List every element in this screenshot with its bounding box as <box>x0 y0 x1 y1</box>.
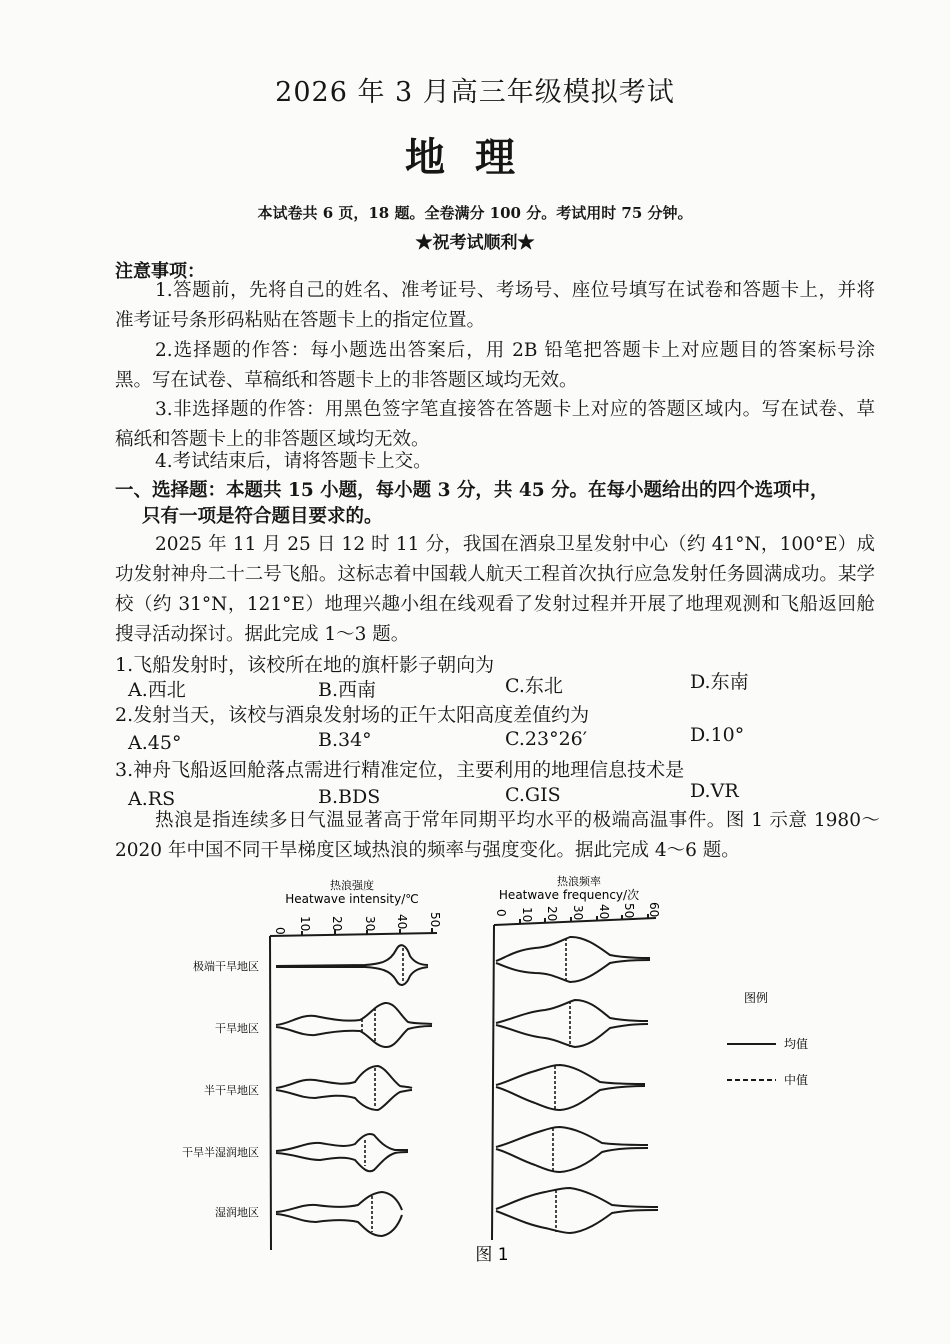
note-item-2: 2.选择题的作答：每小题选出答案后，用 2B 铅笔把答题卡上对应题目的答案标号涂黑。写在试卷、草稿纸和答题卡上的非答题区域均无效。 <box>115 340 875 391</box>
q1-option-b: B.西南 <box>318 679 377 701</box>
right-tick-0: 0 <box>494 909 508 917</box>
left-tick-20: 20 <box>330 916 344 932</box>
region-label-1: 极端干旱地区 <box>193 960 259 973</box>
right-title-cn: 热浪频率 <box>557 875 601 888</box>
q3-option-c: C.GIS <box>505 784 561 806</box>
legend-mean-label: 均值 <box>784 1037 809 1051</box>
region-label-4: 干旱半湿润地区 <box>182 1146 259 1159</box>
legend-median-label: 中值 <box>784 1073 809 1087</box>
region-label-3: 半干旱地区 <box>204 1084 259 1097</box>
passage-1: 2025 年 11 月 25 日 12 时 11 分，我国在酒泉卫星发射中心（约 41°N，100°E）成功发射神舟二十二号飞船。这标志着中国载人航天工程首次执行应急发射任务圆满成功。某学校（约 31°N，121°E）地理兴趣小组在线观看了发射过程并开展了地理观测和飞船返回舱搜寻活动探讨。据此完成 1～3 题。 <box>115 534 875 645</box>
q2-option-b: B.34° <box>318 729 372 751</box>
left-tick-50: 50 <box>428 912 442 928</box>
left-tick-labels <box>273 912 442 935</box>
legend <box>727 990 808 1087</box>
exam-title: 2026 年 3 月高三年级模拟考试 <box>275 77 675 108</box>
right-violin-4 <box>496 1127 648 1172</box>
notes-heading: 注意事项： <box>115 261 205 282</box>
legend-title: 图例 <box>744 991 769 1005</box>
left-tick-10: 10 <box>298 916 312 932</box>
subject-title: 地理 <box>405 134 545 181</box>
q2-option-c: C.23°26′ <box>505 728 588 750</box>
right-violin-1 <box>496 937 650 982</box>
note-item-1: 1.答题前，先将自己的姓名、准考证号、考场号、座位号填写在试卷和答题卡上，并将准考证号条形码粘贴在答题卡上的指定位置。 <box>115 280 875 331</box>
left-violin-2 <box>276 1003 432 1047</box>
left-violin-3 <box>276 1066 412 1110</box>
q3-option-a: A.RS <box>128 788 176 810</box>
region-label-2: 干旱地区 <box>215 1022 259 1035</box>
question-1-stem: 1.飞船发射时，该校所在地的旗杆影子朝向为 <box>115 654 495 676</box>
region-label-5: 湿润地区 <box>215 1206 259 1219</box>
left-violin-1 <box>276 945 428 985</box>
question-2-stem: 2.发射当天，该校与酒泉发射场的正午太阳高度差值约为 <box>115 704 590 726</box>
q2-option-a: A.45° <box>128 732 182 754</box>
right-tick-10: 10 <box>520 907 534 923</box>
left-title-en: Heatwave intensity/℃ <box>285 892 419 906</box>
right-title-en: Heatwave frequency/次 <box>498 888 640 902</box>
section-heading-line1: 一、选择题：本题共 15 小题，每小题 3 分，共 45 分。在每小题给出的四个选项中， <box>115 480 829 501</box>
right-tick-20: 20 <box>545 906 559 922</box>
passage-2: 热浪是指连续多日气温显著高于常年同期平均水平的极端高温事件。图 1 示意 1980～2020 年中国不同干旱梯度区域热浪的频率与强度变化。据此完成 4～6 题。 <box>115 810 880 861</box>
exam-meta: 本试卷共 6 页，18 题。全卷满分 100 分。考试用时 75 分钟。 <box>257 204 693 222</box>
note-item-3: 3.非选择题的作答：用黑色签字笔直接答在答题卡上对应的答题区域内。写在试卷、草稿纸和答题卡上的非答题区域均无效。 <box>115 399 875 450</box>
figure-caption: 图 1 <box>475 1245 509 1265</box>
region-labels <box>182 959 259 1219</box>
right-tick-50: 50 <box>622 903 636 919</box>
q1-option-c: C.东北 <box>505 675 563 697</box>
right-violin-5 <box>496 1188 658 1233</box>
right-tick-60: 60 <box>647 902 661 918</box>
q3-option-b: B.BDS <box>318 786 381 808</box>
q2-option-d: D.10° <box>690 724 745 746</box>
left-violin-5 <box>276 1192 402 1236</box>
left-violin-4 <box>276 1134 408 1171</box>
right-violin-2 <box>496 1000 648 1047</box>
left-tick-30: 30 <box>363 916 377 932</box>
right-tick-30: 30 <box>571 905 585 921</box>
right-tick-40: 40 <box>597 904 611 920</box>
right-violin-3 <box>496 1065 645 1110</box>
figure-1-violin-plots <box>0 868 950 1268</box>
left-title-cn: 热浪强度 <box>330 879 374 892</box>
q1-option-d: D.东南 <box>690 671 749 693</box>
left-tick-40: 40 <box>395 914 409 930</box>
left-tick-0: 0 <box>273 927 287 935</box>
note-item-4: 4.考试结束后，请将答题卡上交。 <box>155 451 432 472</box>
section-heading-line2: 只有一项是符合题目要求的。 <box>142 506 383 527</box>
left-axes <box>270 928 437 1250</box>
q3-option-d: D.VR <box>690 780 739 802</box>
question-3-stem: 3.神舟飞船返回舱落点需进行精准定位，主要利用的地理信息技术是 <box>115 759 685 781</box>
q1-option-a: A.西北 <box>128 679 186 701</box>
good-luck-banner: ★祝考试顺利★ <box>415 233 535 253</box>
